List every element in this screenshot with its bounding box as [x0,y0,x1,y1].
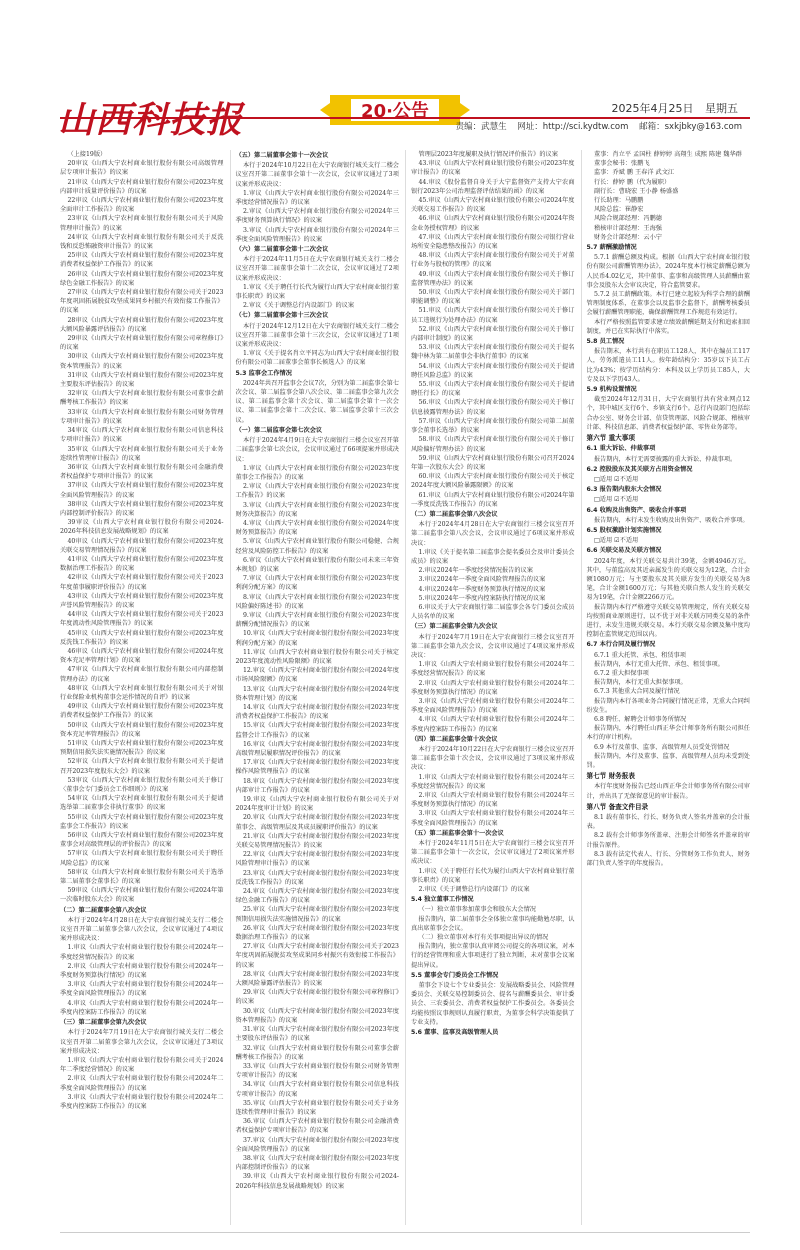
paragraph: 57.审议《山西大宁农村商业银行股份有限公司第二届董事会董事长选举》的议案 [411,417,575,435]
paragraph: 报告期内，本行无重大担保事项。 [593,679,687,687]
paragraph: □适用 ☑不适用 [593,537,639,545]
paragraph: 本行严格按照监管要求建立绩效薪酬延期支付和追索扣回制度，并已在实际执行中落实。 [586,318,750,335]
paragraph: （上接19版） [67,151,107,158]
paragraph: 1.审议《关于提名第二届监事会提名委员会及审计委员会成员》的议案 [411,548,575,565]
paragraph: 43.审议《山西大宁农村商业银行股份有限公司2023年度审计报告》的议案 [411,160,575,177]
paragraph: 55.审议《山西大宁农村商业银行股份有限公司关于提请聘任行长》的议案 [411,381,575,398]
paragraph: 1.审议《山西大宁农村商业银行股份有限公司2024年三季度经营情况报告》的议案 [235,189,399,207]
paragraph: □适用 ☑不适用 [593,475,639,483]
section-heading: 第六节 重大事项 [586,434,635,443]
section-heading: 5.4 独立董事工作情况 [411,896,474,904]
paragraph: 本行于2024年7月19日在大宁农商银行三楼会议室召开第二届监事会第九次会议，会议审议通过了4项议案并形成决议： [411,633,575,659]
paragraph: 报告期末，本行共有在职员工128人，其中在编员工117人，劳务派遣员工11人。按年龄结构分：35岁以下员工占比为43%；按学历结构分：本科及以上学历员工85人，大专及以下学历43人。 [586,348,750,383]
paragraph: 5.审议《山西大宁农村商业银行股份有限公司稳健、合规经营及风险防控工作报告》的议案 [235,538,399,555]
paragraph: 37审议《山西大宁农村商业银行股份有限公司2023年度全面风险管理报告》的议案 [60,482,224,499]
paragraph: 30审议《山西大宁农村商业银行股份有限公司2023年度资本管理报告》的议案 [60,353,224,370]
paragraph: 50.审议《山西大宁农村商业银行股份有限公司关于部门职能调整》的议案 [411,289,575,306]
section-heading: 6.2 控股股东及其关联方占用资金情况 [586,465,693,473]
paragraph: 57审议《山西大宁农村商业银行股份有限公司关于聘任风险总监》的议案 [60,850,224,867]
section-heading: （五）第二届监事会第十一次会议 [411,829,504,837]
paragraph: 35审议《山西大宁农村商业银行股份有限公司关于业务连续性管理审计报告》的议案 [60,445,224,462]
section-heading: 5.3 监事会工作情况 [235,369,292,377]
paragraph: 报告期内，独立董事认真审阅公司提交的各项议案，对本行的经营管理和重大事项进行了独立判断，未对董事会议案提出异议。 [411,943,575,969]
paragraph: 3.审议《山西大宁农村商业银行股份有限公司2024年三季度全面风险管理报告》的议案 [235,226,399,243]
paragraph: 报告期内，本行无需要披露的重大诉讼、仲裁事项。 [593,455,737,463]
paragraph: 60.审议《山西大宁农村商业银行股份有限公司关于核定2024年度大额风险暴露限额》的议案 [411,473,575,490]
paragraph: 管理层2023年度履职及执行情况评价报告》的议案 [418,151,558,158]
paragraph: 本行于2024年4月9日在大宁农商银行三楼会议室召开第二届监事会第七次会议，会议审议通过了66项提案并形成决议： [235,437,399,463]
section-heading: （七）第二届董事会第十三次会议 [235,312,329,320]
paragraph: 24审议《山西大宁农村商业银行股份有限公司关于反洗钱和反恐怖融资审计报告》的议案 [60,233,224,251]
paragraph: 2.审议《山西大宁农村商业银行股份有限公司2024年二季度财务预算执行情况》的议案 [411,679,575,696]
paragraph: 2.审议《山西大宁农村商业银行股份有限公司2024年一季度财务预算执行情况》的议案 [60,962,224,980]
footer-rule [60,1232,750,1233]
paragraph: 49审议《山西大宁农村商业银行股份有限公司2023年度消费者权益保护工作报告》的议案 [60,703,224,720]
paragraph: 49.审议《山西大宁农村商业银行股份有限公司关于修订监督管理办法》的议案 [411,270,575,287]
paragraph: 61.审议《山西大宁农村商业银行股份有限公司2024年第一季度反洗钱工作报告》的议案 [411,491,575,508]
paragraph: 本行于2024年4月28日在大宁农商银行三楼会议室召开第二届监事会第八次会议，会议审议通过了6项议案并形成决议： [411,521,575,547]
paragraph: 6.审议《山西大宁农村商业银行股份有限公司未来三年资本规划》的议案 [235,556,399,573]
section-heading: （六）第二届董事会第十二次会议 [235,246,329,254]
paragraph: 12.审议《山西大宁农村商业银行股份有限公司2024年度市场风险限额》的议案 [235,667,399,684]
paragraph: 10.审议《山西大宁农村商业银行股份有限公司2023年度利润分配方案》的议案 [235,630,399,647]
paragraph: 3.审议2024年一季度全面风险管理报告的议案 [418,576,546,584]
paragraph: 6.7.3 其他重大合同及履行情况 [593,688,680,696]
paragraph: 8.2 载有会计师事务所盖章、注册会计师签名并盖章的审计报告原件。 [586,832,750,849]
paragraph: 副行长：曹晓宏 王小静 杨盛盛 [593,187,679,195]
paragraph: 2.审议2024年一季度经营情况报告的议案 [418,567,533,575]
email-link[interactable]: 邮箱：sxkjbky@163.com [639,122,742,132]
paragraph: 46.审议《山西大宁农村商业银行股份有限公司2024年资金业务授权管理》的议案 [411,215,575,232]
section-heading: （三）第二届董事会第九次会议 [60,1019,147,1027]
paragraph: 风险合规部经理：冯鹏德 [593,215,662,223]
paragraph: 22审议《山西大宁农村商业银行股份有限公司2023年度全面审计工作报告》的议案 [60,197,224,214]
paragraph: 截至2024年12月31日，大宁农商银行共有营业网点12个，其中城区支行6个、乡镇支行6个。总行内设部门包括综合办公室、财务会计部、信贷管理部、风险合规部、稽核审计部、科技信息部、消费者权益保护部、零售业务部等。 [586,396,750,431]
paragraph: 本行于2024年10月22日在大宁农商银行三楼会议室召开第二届监事会第十次会议，会议审议通过了3项议案并形成决议： [411,746,575,772]
paragraph: 报告期内，本行未发生收购及出售资产、吸收合并事项。 [593,516,749,524]
paragraph: 6.9 本行及董事、监事、高级管理人员受处罚情况 [593,743,730,751]
section-label: 20·公告 [351,99,439,121]
section-heading: 6.4 收购及出售资产、吸收合并事项 [586,506,687,514]
paragraph: 47审议《山西大宁农村商业银行股份有限公司内部控制管理办法》的议案 [60,666,224,683]
paragraph: 56.审议《山西大宁农村商业银行股份有限公司关于修订信息披露管理办法》的议案 [411,399,575,416]
paragraph: 董事会下设七个专业委员会：发展战略委员会、风险管理委员会、关联交易控制委员会、提名与薪酬委员会、审计委员会、三农委员会、消费者权益保护工作委员会。各委员会均能按照议事规则认真履行职责，为董事会科学决策提供了专业支持。 [411,982,575,1026]
section-banner [330,95,460,125]
editor-credit: 责编：武慧生 [455,122,507,132]
paragraph: 1.审议《山西大宁农村商业银行股份有限公司2023年度董事会工作报告》的议案 [235,464,399,481]
paragraph: 53审议《山西大宁农村商业银行股份有限公司关于修订〈董事会专门委员会工作细则〉》的议案 [60,776,224,794]
paragraph: （二）独立董事对本行有关事项提出异议的情况 [418,934,549,942]
paragraph: 行长：薛婷 鹏（代为履职） [593,178,671,186]
contact-line [456,120,742,132]
paragraph: 本行于2024年10月22日在大宁农商银行城关支行二楼会议室召开第二届董事会第十一次会议，会议审议通过了3项议案并形成决议： [235,162,399,188]
paragraph: 5.7.1 薪酬总额及构成。根据《山西大宁农村商业银行股份有限公司薪酬管理办法》，2024年度本行核定薪酬总额为人民币4.02亿元，其中董事、监事和高级管理人员薪酬由董事会及股东大会审议决定，符合监管要求。 [586,254,750,289]
paragraph: 2.审议《山西大宁农村商业银行股份有限公司2024年三季度财务预算执行情况》的议案 [411,792,575,809]
paragraph: 9.审议《山西大宁农村商业银行股份有限公司2023年度薪酬分配情况报告》的议案 [235,611,399,629]
paragraph: 16.审议《山西大宁农村商业银行股份有限公司2023年度高级管理层履职情况评价报告》的议案 [235,740,399,757]
section-heading: 6.5 股权激励计划实施情况 [586,526,662,534]
paragraph: 54.审议《山西大宁农村商业银行股份有限公司关于提请聘任风险总监》的议案 [411,362,575,379]
section-heading: 6.7 本行合同及履行情况 [586,641,656,649]
paragraph: 13.审议《山西大宁农村商业银行股份有限公司2024年度资本管理计划》的议案 [235,685,399,702]
section-heading: 第八节 备查文件目录 [586,802,649,811]
dateline [612,100,739,116]
article-column-2 [230,150,400,1225]
paragraph: 19.审议《山西大宁农村商业银行股份有限公司关于对2024年度审计计划》的议案 [235,796,399,813]
paragraph: □适用 ☑不适用 [593,496,639,504]
paragraph: 27审议《山西大宁农村商业银行股份有限公司关于2023年度巩固拓展脱贫攻坚成果同乡村振兴有效衔接工作报告》的议案 [60,289,224,315]
paragraph: 41审议《山西大宁农村商业银行股份有限公司2023年度数据治理工作报告》的议案 [60,555,224,573]
paragraph: 报告期内本行各项业务合同履行情况正常，无重大合同纠纷发生。 [586,697,750,714]
section-heading: 5.5 董事会专门委员会工作情况 [411,971,499,979]
paragraph: 6.审议关于大宁农商银行第二届监事会各专门委员会成员人员名单的议案 [411,603,575,621]
section-heading: （三）第二届监事会第九次会议 [411,623,498,631]
website-link[interactable]: 网址：http://sci.kydtw.com [517,122,629,132]
paragraph: 48.审议《山西大宁农村商业银行股份有限公司关于对董行业务与股权的管理》的议案 [411,252,575,269]
paragraph: 44审议《山西大宁农村商业银行股份有限公司关于2023年度流动性风险管理报告》的议案 [60,611,224,628]
paragraph: 48审议《山西大宁农村商业银行股份有限公司关于对银行业保险业机构董事会运作情况的自评》的议案 [60,684,224,701]
section-heading: 5.7 薪酬激励情况 [586,244,637,252]
paragraph: 15.审议《山西大宁农村商业银行股份有限公司2023年度监督会计工作报告》的议案 [235,722,399,739]
paragraph: 1.审议《关于聘任行长代为履行山西大宁农村商业银行董事长职责》的议案 [411,867,575,884]
paragraph: 36.审议《山西大宁农村商业银行股份有限公司金融消费者权益保护专项审计报告》的议案 [235,1118,399,1135]
paragraph: 3.审议《山西大宁农村商业银行股份有限公司2023年度财务决算报告》的议案 [235,501,399,518]
paragraph: 8.1 载有董事长、行长、财务负责人签名并盖章的会计报表。 [586,814,750,831]
paragraph: 7.审议《山西大宁农村商业银行股份有限公司2023年度利润分配方案》的议案 [235,575,399,592]
paragraph: 24.审议《山西大宁农村商业银行股份有限公司2023年度绿色金融工作报告》的议案 [235,888,399,905]
paragraph: 52.审议《山西大宁农村商业银行股份有限公司关于修订内部审计制度》的议案 [411,325,575,343]
paragraph: 39审议《山西大宁农村商业银行股份有限公司2024-2026年科技信息发展战略规划》的议案 [60,519,224,536]
section-heading: （二）第二届董事会第八次会议 [60,906,147,914]
paragraph: 17.审议《山西大宁农村商业银行股份有限公司2023年度操作风险管理报告》的议案 [235,759,399,776]
paragraph: 46审议《山西大宁农村商业银行股份有限公司2024年度资本充足率管理计划》的议案 [60,647,224,665]
issue-weekday: 星期五 [705,102,738,115]
section-heading: 5.8 员工情况 [586,338,625,346]
paragraph: 本行于2024年4月28日在大宁农商银行城关支行二楼会议室召开第二届董事会第八次会议，会议审议通过了4项议案并形成决议： [60,916,224,943]
article-column-4 [581,150,751,1225]
paragraph: 31.审议《山西大宁农村商业银行股份有限公司2023年度主要股东评估报告》的议案 [235,1026,399,1043]
paragraph: 42审议《山西大宁农村商业银行股份有限公司关于2023年度董事履职评价报告》的议案 [60,574,224,591]
paragraph: 董事会秘书：张鹏飞 [593,160,650,168]
paragraph: 报告期内，第二届董事会全体独立董事均能勤勉尽职，认真出席董事会会议。 [411,915,575,932]
paragraph: 5.7.2 员工薪酬政策。本行已建立起较为科学合理的薪酬管理制度体系，在董事会以及监事会监督下，薪酬考核委员会履行薪酬管理职能，确保薪酬管理工作规范有效运行。 [586,291,750,317]
header-rule [60,117,750,119]
article-column-1 [60,150,224,1225]
article-column-3 [405,150,575,1225]
paragraph: 45.审议《山西大宁农村商业银行股份有限公司2024年度关联交易工作报告》的议案 [411,197,575,214]
paragraph: 35.审议《山西大宁农村商业银行股份有限公司关于业务连续性管理审计报告》的议案 [235,1099,399,1116]
paragraph: 11.审议《山西大宁农村商业银行股份有限公司关于核定2023年度流动性风险限额》的议案 [235,648,399,665]
paragraph: 6.7.1 重大托管、承包、租赁事项 [593,651,686,659]
paragraph: 1.审议《山西大宁农村商业银行股份有限公司2024年一季度经营情况报告》的议案 [60,944,224,961]
paragraph: 8.审议《山西大宁农村商业银行股份有限公司2023年度风险偏好陈述书》的议案 [235,593,399,610]
section-heading: 5.6 董事、监事及高级管理人员 [411,1029,499,1037]
paragraph: 3.审议《山西大宁农村商业银行股份有限公司2024年三季度全面风险管理报告》的议案 [411,810,575,827]
paragraph: 22.审议《山西大宁农村商业银行股份有限公司2023年度风险管理审计报告》的议案 [235,851,399,868]
paragraph: 31审议《山西大宁农村商业银行股份有限公司2023年度主要股东评估报告》的议案 [60,371,224,389]
paragraph: 39.审议《山西大宁农村商业银行股份有限公司2024-2026年科技信息发展战略规划》的议案 [235,1173,399,1190]
paragraph: 25.审议《山西大宁农村商业银行股份有限公司2023年度预期信用损失法实施情况报告》的议案 [235,906,399,923]
paragraph: 20审议《山西大宁农村商业银行股份有限公司高级管理层专项审计报告》的议案 [60,160,224,177]
section-heading: （五）第二届董事会第十一次会议 [235,152,329,159]
paragraph: 3.审议《山西大宁农村商业银行股份有限公司2024年二季度内控案防工作报告》的议案 [60,1093,224,1110]
paragraph: 稽核审计部经理：王海强 [593,224,662,232]
paragraph: 4.审议《山西大宁农村商业银行股份有限公司2024年度财务预算报告》的议案 [235,519,399,537]
paragraph: 2.审议《关于调整总行内设部门》的议案 [418,886,530,894]
paragraph: 40审议《山西大宁农村商业银行股份有限公司2023年度关联交易管理情况报告》的议案 [60,537,224,554]
paragraph: 30.审议《山西大宁农村商业银行股份有限公司2023年度资本管理报告》的议案 [235,1007,399,1024]
section-heading: （四）第二届监事会第十次会议 [411,735,498,743]
paragraph: 报告期内，本行聘任山西正华会计师事务所有限公司担任本行的审计机构。 [586,725,750,742]
issue-date: 2025年4月25日 [611,102,694,115]
paragraph: 1.审议《山西大宁农村商业银行股份有限公司2024年三季度经营情况报告》的议案 [411,773,575,790]
paragraph: 23审议《山西大宁农村商业银行股份有限公司关于风险管理审计报告》的议案 [60,215,224,232]
paragraph: 2024年度，本行关联交易共计39笔，金额4946万元。其中，与董监高及其近亲属发生的关联交易为12笔，合计金额1080万元；与主要股东及其关联方发生的关联交易为8笔，合计金额1600万元；与其他关联自然人发生的关联交易为19笔，合计金额2266万元。 [586,557,750,602]
paragraph: 2.审议《山西大宁农村商业银行股份有限公司2023年度工作报告》的议案 [235,483,399,500]
paragraph: 21审议《山西大宁农村商业银行股份有限公司2023年度内部审计质量评价报告》的议案 [60,178,224,195]
paragraph: 23.审议《山西大宁农村商业银行股份有限公司2023年度反洗钱工作报告》的议案 [235,869,399,886]
section-heading: 6.1 重大诉讼、仲裁事项 [586,445,656,453]
paragraph: 34.审议《山西大宁农村商业银行股份有限公司信息科技专项审计报告》的议案 [235,1081,399,1098]
paragraph: 4.审议2024年一季度财务预算执行情况的议案 [418,585,546,593]
paragraph: 4.审议《山西大宁农村商业银行股份有限公司2024年一季度内控案防工作报告》的议案 [60,999,224,1016]
paragraph: 2.审议《关于调整总行内设部门》的议案 [242,302,355,310]
paragraph: 18.审议《山西大宁农村商业银行股份有限公司2023年度内部审计工作报告》的议案 [235,777,399,794]
paragraph: 1.审议《关于聘任行长代为履行山西大宁农村商业银行董事长职责》的议案 [235,283,399,301]
paragraph: 5.审议2024年一季度内控案防执行情况的议案 [418,594,546,602]
paragraph: 监事：乔斌 鹏 王春洋 武文江 [593,169,675,177]
paragraph: 本行于2024年7月19日在大宁农商银行城关支行二楼会议室召开第二届董事会第九次会议，会议审议通过了3项议案并形成决议： [60,1029,224,1055]
paragraph: 33审议《山西大宁农村商业银行股份有限公司财务管理专项审计报告》的议案 [60,408,224,425]
paragraph: 3.审议《山西大宁农村商业银行股份有限公司2024年一季度全面风险管理报告》的议案 [60,981,224,998]
paragraph: 29.审议《山西大宁农村商业银行股份有限公司章程修订》的议案 [235,989,399,1006]
paragraph: 1.审议《山西大宁农村商业银行股份有限公司2024年二季度经营情况报告》的议案 [411,661,575,678]
paragraph: 37.审议《山西大宁农村商业银行股份有限公司2023年度全面风险管理报告》的议案 [235,1136,399,1153]
paragraph: 56审议《山西大宁农村商业银行股份有限公司2023年度董事会对高级管理层的评价报告》的议案 [60,832,224,849]
paragraph: 报告期内，本行无重大托管、承包、租赁事项。 [593,660,724,668]
paragraph: 43审议《山西大宁农村商业银行股份有限公司2023年度声誉风险管理报告》的议案 [60,592,224,609]
paragraph: 32审议《山西大宁农村商业银行股份有限公司董事会薪酬考核工作报告》的议案 [60,390,224,407]
paragraph: 本行于2024年11月5日在大宁农商银行城关支行二楼会议室召开第二届董事会第十二次会议，会议审议通过了2项议案并形成决议： [235,256,399,282]
paragraph: 51审议《山西大宁农村商业银行股份有限公司2023年度预期信用损失法实施情况报告》的议案 [60,740,224,757]
paragraph: 29审议《山西大宁农村商业银行股份有限公司章程修订》的议案 [60,335,224,352]
section-heading: 第七节 财务报表 [586,772,635,781]
paragraph: 6.7.2 重大担保事项 [593,669,649,677]
section-heading: 6.3 报告期内股东大会情况 [586,486,662,494]
paragraph: 47.审议《山西大宁农村商业银行股份有限公司银行营业场所安全隐患整改报告》的议案 [411,233,575,251]
paragraph: 44.审议《股份监督自身关于大宁监督资产支持大宁农商银行2023年公司治理监督评估结果的函》的议案 [411,178,575,195]
article-columns [60,150,750,1225]
paragraph: 3.审议《山西大宁农村商业银行股份有限公司2024年二季度全面风险管理报告》的议案 [411,697,575,715]
paragraph: 20.审议《山西大宁农村商业银行股份有限公司2023年度董事会、高级管理层及其成员履职评价报告》的议案 [235,814,399,831]
paragraph: 50审议《山西大宁农村商业银行股份有限公司2023年度资本充足率管理报告》的议案 [60,721,224,738]
paragraph: 52审议《山西大宁农村商业银行股份有限公司关于提请召开2023年度股东大会》的议案 [60,758,224,775]
section-heading: （二）第二届监事会第八次会议 [411,510,498,518]
paragraph: 风险总监：崔静宏 [593,206,644,214]
paragraph: 2.审议《山西大宁农村商业银行股份有限公司2024年二季度全面风险管理报告》的议案 [60,1075,224,1092]
paragraph: 45审议《山西大宁农村商业银行股份有限公司2023年度反洗钱工作报告》的议案 [60,629,224,646]
paragraph: 4.审议《山西大宁农村商业银行股份有限公司2024年二季度内控案防工作报告》的议案 [411,716,575,733]
paragraph: 1.审议《关于提名肖立平同志为山西大宁农村商业银行股份有限公司第二届董事会董事长候选人》的议案 [235,350,399,367]
paragraph: 本行年度财务报告已经山西正华会计师事务所有限公司审计，并出具了无保留意见的审计报告。 [586,783,750,800]
paragraph: 38审议《山西大宁农村商业银行股份有限公司2023年度内部控制评价报告》的议案 [60,500,224,517]
paragraph: 33.审议《山西大宁农村商业银行股份有限公司财务管理专项审计报告》的议案 [235,1062,399,1080]
paragraph: 26审议《山西大宁农村商业银行股份有限公司2023年度绿色金融工作报告》的议案 [60,270,224,287]
paragraph: 54审议《山西大宁农村商业银行股份有限公司关于提请选举第二届董事会非执行董事》的议案 [60,795,224,812]
paragraph: 34审议《山西大宁农村商业银行股份有限公司信息科技专项审计报告》的议案 [60,427,224,444]
paragraph: 26.审议《山西大宁农村商业银行股份有限公司2023年度数据治理工作报告》的议案 [235,924,399,942]
paragraph: 本行于2024年11月5日在大宁农商银行三楼会议室召开第二届监事会第十一次会议，会议审议通过了2项议案并形成决议： [411,840,575,866]
paragraph: 本行于2024年12月12日在大宁农商银行城关支行二楼会议室召开第二届董事会第十三次会议，会议审议通过了1项议案并形成决议： [235,322,399,349]
paragraph: 6.8 聘任、解聘会计师事务所情况 [593,715,687,723]
paragraph: 58审议《山西大宁农村商业银行股份有限公司关于选举第二届董事会董事长》的议案 [60,868,224,886]
paragraph: 25审议《山西大宁农村商业银行股份有限公司2023年度消费者权益保护工作报告》的议案 [60,252,224,269]
newspaper-logo: 山西科技报 [58,100,244,141]
paragraph: 报告期内，本行及董事、监事、高级管理人员均未受到处罚。 [586,752,750,769]
section-heading: 5.9 机构设置情况 [586,386,637,394]
paragraph: 1.审议《山西大宁农村商业银行股份有限公司关于2024年二季度经营情况》的议案 [60,1056,224,1074]
paragraph: 36审议《山西大宁农村商业银行股份有限公司金融消费者权益保护专项审计报告》的议案 [60,463,224,481]
masthead [0,0,800,150]
paragraph: 财务会计部经理：云小宁 [593,233,662,241]
section-heading: 6.6 关联交易及关联方情况 [586,547,662,555]
paragraph: 2.审议《山西大宁农村商业银行股份有限公司2024年三季度财务预算执行情况》的议案 [235,208,399,225]
paragraph: 38.审议《山西大宁农村商业银行股份有限公司2023年度内部控制评价报告》的议案 [235,1154,399,1172]
paragraph: 21.审议《山西大宁农村商业银行股份有限公司2023年度关联交易管理情况报告》的议案 [235,832,399,850]
paragraph: 27.审议《山西大宁农村商业银行股份有限公司关于2023年度巩固拓展脱贫攻坚成果同乡村振兴有效衔接工作报告》的议案 [235,943,399,969]
paragraph: 28审议《山西大宁农村商业银行股份有限公司2023年度大额风险暴露评估报告》的议案 [60,316,224,333]
paragraph: 14.审议《山西大宁农村商业银行股份有限公司2023年度消费者权益保护工作报告》的议案 [235,703,399,721]
paragraph: 行长助理：马鹏鹏 [593,197,644,205]
paragraph: 51.审议《山西大宁农村商业银行股份有限公司关于修订员工违规行为处理办法》的议案 [411,307,575,324]
paragraph: 28.审议《山西大宁农村商业银行股份有限公司2023年度大额风险暴露评估报告》的议案 [235,970,399,988]
section-heading: （一）第二届监事会第七次会议 [235,426,323,434]
paragraph: 32.审议《山西大宁农村商业银行股份有限公司董事会薪酬考核工作报告》的议案 [235,1044,399,1061]
paragraph: 2024年共召开监事会会议7次，分别为第二届监事会第七次会议、第二届监事会第八次会议、第二届监事会第九次会议、第二届监事会第十次会议、第二届监事会第十一次会议、第二届监事会第十二次会议、第二届监事会第十三次会议。 [235,379,399,424]
paragraph: 58.审议《山西大宁农村商业银行股份有限公司关于修订风险偏好管理办法》的议案 [411,436,575,453]
paragraph: 53.审议《山西大宁农村商业银行股份有限公司关于提名魏中林为第二届董事会非执行董事》的议案 [411,344,575,361]
paragraph: 报告期内本行严格遵守关联交易管理规定，所有关联交易均按照商业原则进行，以不优于对非关联方同类交易的条件进行，未发生违规关联交易。本行关联交易余额及集中度均控制在监管规定范围以内。 [586,603,750,639]
paragraph: 59审议《山西大宁农村商业银行股份有限公司2024年第一次临时股东大会》的议案 [60,887,224,904]
paragraph: （一）独立董事参加董事会和股东大会情况 [418,906,536,914]
paragraph: 8.3 载有法定代表人、行长、分管财务工作负责人、财务部门负责人签字的年度报告。 [586,850,750,868]
paragraph: 59.审议《山西大宁农村商业银行股份有限公司召开2024年第一次股东大会》的议案 [411,454,575,471]
paragraph: 55审议《山西大宁农村商业银行股份有限公司2023年度监事会工作报告》的议案 [60,813,224,830]
paragraph: 董事：肖立平 孟国柱 薛婷婷 高翔生 成熙 陈建 魏华群 [593,151,742,158]
